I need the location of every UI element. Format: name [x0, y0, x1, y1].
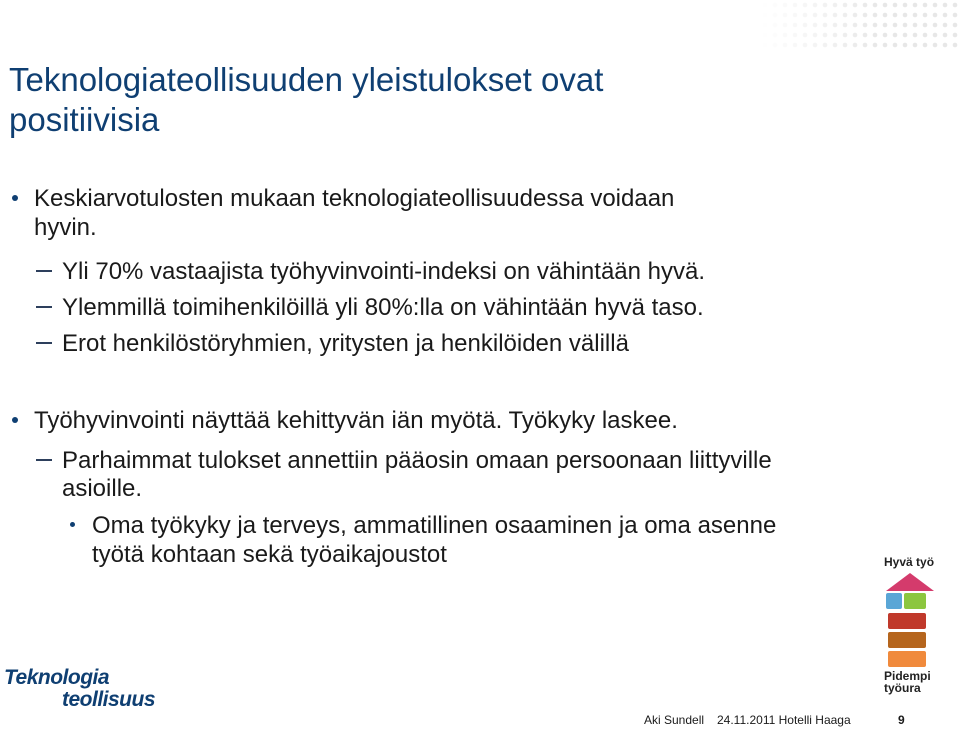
- footer-author: Aki Sundell: [644, 713, 705, 727]
- sub-bullet-1: Yli 70% vastaajista työhyvinvointi-indeksi on vähintään hyvä.: [62, 258, 706, 285]
- house-roof-icon: [886, 573, 934, 591]
- dotted-corner-decoration: [760, 0, 960, 48]
- bullet-dot: [12, 417, 18, 423]
- bullet-dot: [70, 522, 75, 527]
- logo-bottom-text-2: työura: [884, 681, 921, 695]
- bullet-dot: [12, 195, 18, 201]
- sub-bullet-3: Erot henkilöstöryhmien, yritysten ja henkilöiden välillä: [62, 330, 629, 357]
- bullet-main-1-line1: Keskiarvotulosten mukaan teknologiateollisuudessa voidaan: [34, 185, 675, 212]
- footer-page-number: 9: [898, 713, 905, 727]
- teknologiateollisuus-logo: Teknologia teollisuus: [4, 666, 156, 711]
- sub-bullet-4-line2: asioille.: [62, 475, 143, 502]
- sub-bullet-4-line1: Parhaimmat tulokset annettiin pääosin omaan persoonaan liittyville: [62, 447, 772, 474]
- block-icon: [904, 593, 926, 609]
- logo-top-text: Hyvä työ: [884, 555, 935, 569]
- dash-bullet: [36, 459, 52, 461]
- sub-sub-bullet-line2: työtä kohtaan sekä työaikajoustot: [92, 541, 447, 568]
- block-icon: [886, 593, 902, 609]
- block-icon: [888, 651, 926, 667]
- dash-bullet: [36, 270, 52, 272]
- dash-bullet: [36, 306, 52, 308]
- footer-date-place: 24.11.2011 Hotelli Haaga: [717, 713, 851, 727]
- sub-bullet-2: Ylemmillä toimihenkilöillä yli 80%:lla on vähintään hyvä taso.: [62, 294, 704, 321]
- hyva-tyo-logo: [878, 555, 940, 695]
- block-icon: [888, 632, 926, 648]
- block-icon: [888, 613, 926, 629]
- sub-sub-bullet-line1: Oma työkyky ja terveys, ammatillinen osaaminen ja oma asenne: [92, 512, 777, 539]
- dash-bullet: [36, 342, 52, 344]
- slide-title: Teknologiateollisuuden yleistulokset ovat positiivisia: [9, 61, 604, 138]
- bullet-main-2: Työhyvinvointi näyttää kehittyvän iän myötä. Työkyky laskee.: [34, 407, 678, 434]
- logo-bottom-text-1: Pidempi: [884, 669, 931, 683]
- bullet-main-1-line2: hyvin.: [34, 214, 97, 241]
